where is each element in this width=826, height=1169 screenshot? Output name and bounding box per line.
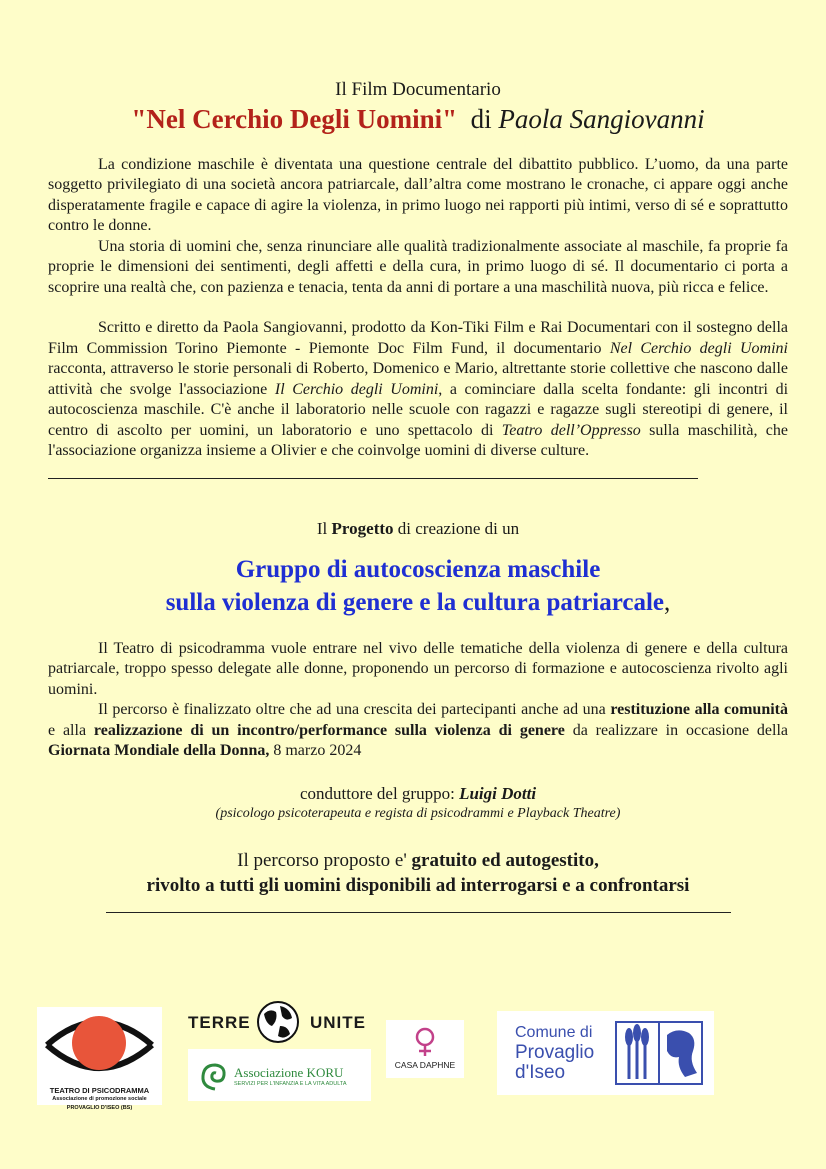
film-paragraph-2: Una storia di uomini che, senza rinunciare alle qualità tradizionalmente associate al maschile, fa proprie fa proprie le dimensioni dei sentimenti, degli affetti e della cura, in primo luogo di sé. Il documentario ci porta a scoprire una realtà che, con pazienza e tenacia, tenta da anni di portare a una maschilità nuova, più ricca e felice. — [48, 237, 788, 296]
closing-line1-bold: gratuito ed autogestito, — [411, 849, 599, 871]
film-by: di — [470, 103, 492, 134]
closing-line1-a: Il percorso proposto e' — [237, 849, 412, 871]
terre-text: TERRE — [188, 1013, 251, 1032]
divider-2 — [106, 912, 731, 913]
project-intro — [48, 519, 788, 539]
p3-text-g: sulla maschilità, che l'associazione organizza insieme a Olivier e che coinvolge uomini di diverse culture. — [48, 421, 788, 459]
closing-line1 — [48, 848, 788, 873]
p2-bold-restituzione: restituzione alla comunità — [610, 701, 789, 718]
p3-text-a: Scritto e diretto da Paola Sangiovanni, prodotto da Kon-Tiki Film e Rai Documentari con il sostegno della Film Commission Torino Piemonte - Piemonte Doc Film Fund, il documentario — [48, 319, 788, 357]
project-paragraph-2 — [48, 700, 788, 762]
project-paragraph-1: Il Teatro di psicodramma vuole entrare nel vivo delle tematiche della violenza di genere e della cultura patriarcale, troppo spesso delegate alle donne, proponendo un percorso di formazione e autocoscienza rivolto agli uomini. — [48, 639, 788, 698]
daphne-name: CASA DAPHNE — [394, 1060, 456, 1070]
leader-name: Luigi Dotti — [459, 783, 537, 803]
project-intro-a: Il — [316, 518, 332, 538]
closing-line2 — [48, 873, 788, 898]
closing-statement — [48, 848, 788, 898]
globe-icon — [256, 1000, 300, 1044]
koru-spiral-icon — [198, 1059, 232, 1093]
film-title: "Nel Cerchio Degli Uomini" — [131, 103, 458, 134]
document-body — [48, 80, 788, 913]
comune-line1: Comune di — [515, 1024, 593, 1041]
film-paragraph-3 — [48, 318, 788, 462]
comune-provaglio-logo — [497, 1011, 714, 1095]
koru-subtitle: SERVIZI PER L'INFANZIA E LA VITA ADULTA — [234, 1081, 347, 1087]
film-header — [48, 80, 788, 135]
p2-text-c: e alla — [48, 721, 94, 739]
project-intro-c: di creazione di un — [393, 518, 520, 538]
project-title-comma: , — [664, 588, 671, 616]
p3-italic-teatro: Teatro dell’Oppresso — [501, 421, 641, 439]
leader-description: (psicologo psicoterapeuta e regista di psicodrammi e Playback Theatre) — [215, 805, 621, 821]
project-title-line1: Gruppo di autocoscienza maschile — [235, 555, 601, 583]
comune-text — [515, 1023, 594, 1083]
closing-line2-bold: rivolto a tutti gli uomini disponibili ad interrogarsi e a confrontarsi — [146, 874, 690, 896]
teatro-line3: PROVAGLIO D'ISEO (BS) — [66, 1105, 133, 1111]
p2-text-g: 8 marzo 2024 — [269, 742, 362, 759]
unite-text: UNITE — [310, 1013, 366, 1032]
casa-daphne-logo — [386, 1020, 464, 1078]
terre-unite-logo — [188, 1000, 373, 1044]
project-title-line2: sulla violenza di genere e la cultura patriarcale — [165, 588, 665, 616]
project-intro-bold: Progetto — [331, 518, 394, 538]
teatro-line1: TEATRO DI PSICODRAMMA — [49, 1086, 150, 1095]
p3-text-e: , a cominciare dalla scelta fondante: gli incontri di autocoscienza maschile. C'è anche il laboratorio nelle scuole con ragazzi e ragazze sugli stereotipi di genere, il centro di ascolto per uomini, un laboratorio e uno spettacolo di — [48, 380, 789, 439]
p2-bold-realizzazione: realizzazione di un incontro/performance sulla violenza di genere — [93, 721, 565, 739]
teatro-psicodramma-logo — [37, 1007, 162, 1111]
film-title-line — [48, 103, 788, 135]
teatro-line2: Associazione di promozione sociale — [52, 1096, 147, 1102]
teatro-eye-icon — [37, 1007, 162, 1077]
koru-name: Associazione KORU — [234, 1065, 344, 1080]
comune-line3: d'Iseo — [515, 1062, 566, 1083]
project-title-line2-wrap — [48, 586, 788, 619]
group-leader — [48, 784, 788, 804]
p3-text-c: racconta, attraverso le storie personali di Roberto, Domenico e Mario, altrettante storie collettive che nascono dalle attività che svolge l'associazione — [48, 360, 788, 398]
film-label: Il Film Documentario — [335, 79, 501, 100]
p2-text-e: da realizzare in occasione della — [564, 721, 788, 739]
project-title — [48, 553, 788, 619]
film-paragraph-1: La condizione maschile è diventata una questione centrale del dibattito pubblico. L’uomo, da una parte soggetto privilegiato di una società ancora patriarcale, dall’altra come mostrano le cronache, ci appare oggi anche disperatamente fragile e capace di agire la violenza, in primo luogo nei rapporti più intimi, verso di sé e soprattutto contro le donne. — [48, 155, 788, 234]
comune-line2: Provaglio — [515, 1042, 595, 1063]
p2-bold-giornata: Giornata Mondiale della Donna, — [48, 742, 270, 759]
film-author: Paola Sangiovanni — [498, 103, 705, 134]
divider-1 — [48, 478, 698, 479]
female-symbol-icon — [413, 1026, 437, 1058]
p2-text-a: Il percorso è finalizzato oltre che ad una crescita dei partecipanti anche ad una — [98, 701, 611, 718]
koru-logo — [188, 1049, 371, 1101]
comune-crest-icon — [615, 1021, 703, 1085]
leader-label: conduttore del gruppo: — [299, 783, 460, 803]
p3-italic-assoc: Il Cerchio degli Uomini — [274, 380, 439, 398]
p3-italic-title: Nel Cerchio degli Uomini — [609, 339, 788, 357]
